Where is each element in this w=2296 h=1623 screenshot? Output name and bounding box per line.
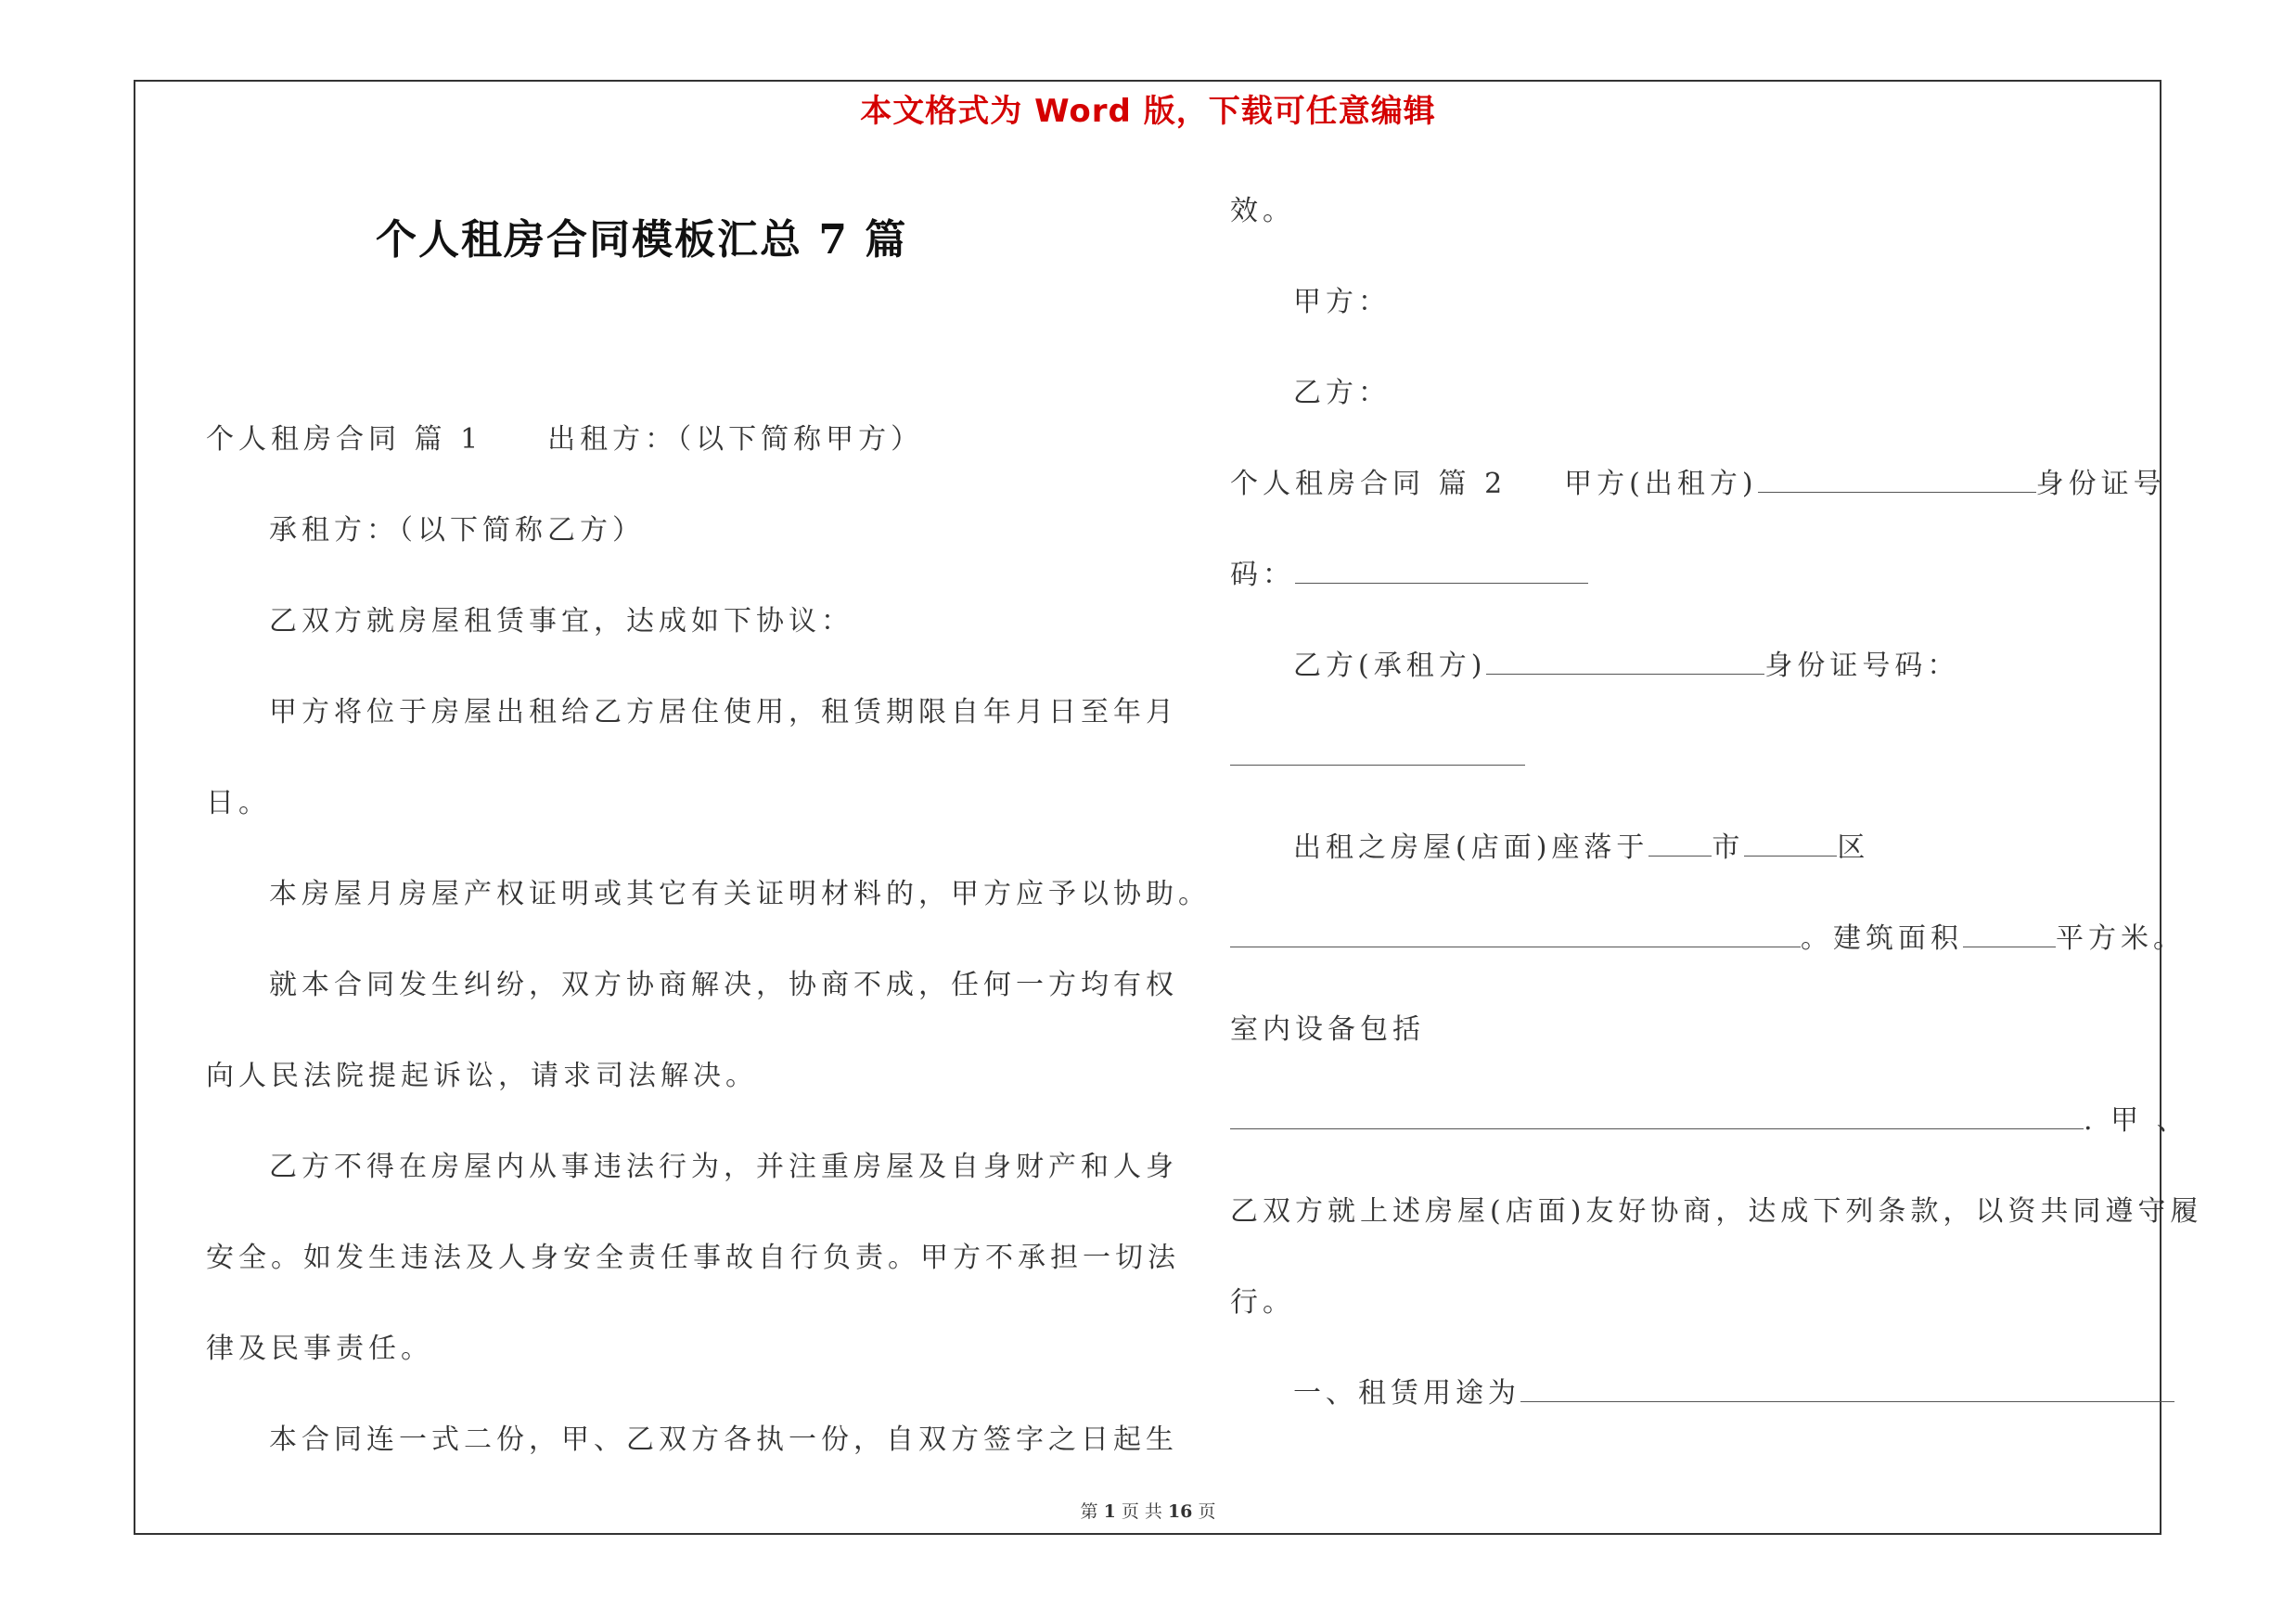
paragraph-line bbox=[1230, 1102, 2189, 1140]
fill-blank bbox=[1520, 1377, 2174, 1402]
lessor-label: 甲方(出租方) bbox=[1564, 468, 1758, 500]
party-b-signature: 乙方： bbox=[1293, 377, 1391, 409]
paragraph-line: 向人民法院提起诉讼，请求司法解决。 bbox=[206, 1060, 758, 1092]
paragraph-line bbox=[1293, 1375, 2174, 1412]
paragraph-line: 乙双方就上述房屋(店面)友好协商，达成下列条款，以资共同遵守履 bbox=[1230, 1195, 2203, 1228]
paragraph-line: 乙双方就房屋租赁事宜，达成如下协议： bbox=[269, 605, 853, 638]
fill-blank bbox=[1295, 559, 1588, 584]
lessor-label: 出租方：（以下简称甲方） bbox=[547, 423, 924, 456]
fill-blank bbox=[1758, 468, 2036, 493]
page-frame bbox=[134, 80, 2161, 1535]
document-title: 个人租房合同模板汇总 7 篇 bbox=[376, 216, 908, 264]
city-label: 市 bbox=[1712, 831, 1745, 864]
paragraph-line: 乙方不得在房屋内从事违法行为，并注重房屋及自身财产和人身 bbox=[269, 1151, 1178, 1183]
id-label-cont: 码： bbox=[1230, 559, 1295, 591]
paragraph-line: 律及民事责任。 bbox=[206, 1333, 433, 1365]
paragraph-line bbox=[1230, 557, 1588, 594]
paragraph-line bbox=[1293, 830, 1869, 867]
format-notice: 本文格式为 Word 版，下载可任意编辑 bbox=[860, 93, 1436, 130]
paragraph-line: 承租方：（以下简称乙方） bbox=[269, 514, 645, 547]
paragraph-line: 行。 bbox=[1230, 1286, 1295, 1319]
lessee-label: 乙方(承租方) bbox=[1293, 650, 1487, 682]
fill-blank bbox=[1230, 922, 1801, 947]
footer-text: 页 共 bbox=[1121, 1501, 1162, 1522]
fill-blank bbox=[1744, 831, 1837, 857]
paragraph-line: 本合同连一式二份，甲、乙双方各执一份，自双方签字之日起生 bbox=[269, 1423, 1178, 1456]
fill-blank bbox=[1648, 831, 1712, 857]
party-a-signature: 甲方： bbox=[1293, 286, 1391, 318]
district-label: 区 bbox=[1837, 831, 1870, 864]
fill-blank bbox=[1230, 741, 1525, 766]
paragraph-line bbox=[1230, 466, 2166, 503]
total-pages: 16 bbox=[1167, 1501, 1193, 1522]
paragraph-line: 甲方将位于房屋出租给乙方居住使用，租赁期限自年月日至年月 bbox=[269, 696, 1178, 728]
paragraph-line bbox=[1230, 739, 1525, 776]
paragraph-line: 室内设备包括 bbox=[1230, 1013, 1425, 1046]
area-unit: 平方米。 bbox=[2056, 922, 2186, 955]
paragraph-line: 安全。如发生违法及人身安全责任事故自行负责。甲方不承担一切法 bbox=[206, 1242, 1180, 1274]
paragraph-line: 本房屋月房屋产权证明或其它有关证明材料的，甲方应予以协助。 bbox=[269, 878, 1211, 910]
paragraph-line: 日。 bbox=[206, 787, 271, 819]
page-footer bbox=[0, 1498, 2296, 1523]
fill-blank bbox=[1230, 1104, 2084, 1129]
fill-blank bbox=[1486, 650, 1764, 675]
section-heading: 个人租房合同 篇 1 bbox=[206, 423, 483, 456]
id-label: 身份证号 bbox=[2035, 468, 2166, 500]
area-label: 。建筑面积 bbox=[1801, 922, 1963, 955]
paragraph-line bbox=[1293, 648, 1959, 685]
fill-blank bbox=[1963, 922, 2056, 947]
footer-text: 页 bbox=[1198, 1501, 1216, 1522]
paragraph-line bbox=[1230, 921, 2186, 958]
usage-label: 一、租赁用途为 bbox=[1293, 1377, 1520, 1410]
party-label: . 甲 、 bbox=[2084, 1104, 2189, 1137]
paragraph-line: 效。 bbox=[1230, 195, 1295, 227]
id-label: 身份证号码： bbox=[1764, 650, 1960, 682]
paragraph-line bbox=[206, 421, 923, 458]
footer-text: 第 bbox=[1080, 1501, 1098, 1522]
page-number: 1 bbox=[1103, 1501, 1116, 1522]
paragraph-line: 就本合同发生纠纷，双方协商解决，协商不成，任何一方均有权 bbox=[269, 969, 1178, 1001]
address-label: 出租之房屋(店面)座落于 bbox=[1293, 831, 1649, 864]
section-heading: 个人租房合同 篇 2 bbox=[1230, 468, 1507, 500]
